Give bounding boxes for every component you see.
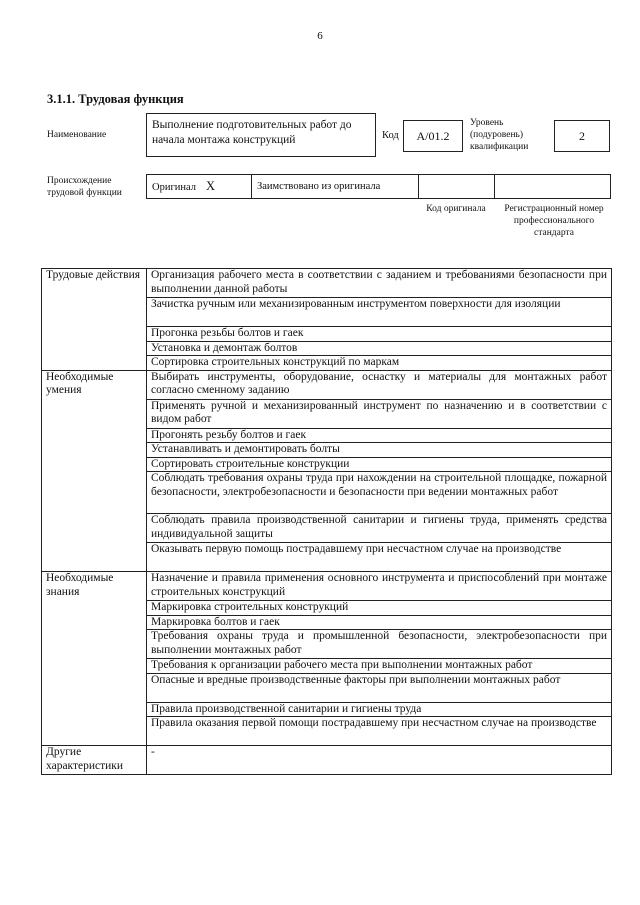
category-cell: Необходимые знания xyxy=(42,572,147,746)
item-cell: Организация рабочего места в соответствии с заданием и требованиями безопасности при выполнении данной работы xyxy=(147,269,612,298)
item-cell: Применять ручной и механизированный инструмент по назначению и в соответствии с видом работ xyxy=(147,399,612,428)
function-name-box xyxy=(146,113,376,157)
item-cell: Маркировка строительных конструкций xyxy=(147,601,612,616)
item-cell: Зачистка ручным или механизированным инструментом поверхности для изоляции xyxy=(147,298,612,327)
page-number: 6 xyxy=(317,30,323,42)
item-cell: Выбирать инструменты, оборудование, оснастку и материалы для монтажных работ согласно сменному заданию xyxy=(147,370,612,399)
origin-label: Происхождение трудовой функции xyxy=(47,176,122,198)
code-original-cell xyxy=(419,175,495,198)
category-cell: Необходимые умения xyxy=(42,370,147,572)
labor-function-table xyxy=(41,268,612,775)
code-box xyxy=(403,120,463,152)
borrowed-label: Заимствовано из оригинала xyxy=(257,181,381,192)
item-cell: Прогонять резьбу болтов и гаек xyxy=(147,428,612,443)
item-cell: Правила оказания первой помощи пострадавшему при несчастном случае на производстве xyxy=(147,717,612,746)
category-cell: Другие характеристики xyxy=(42,746,147,775)
level-label: Уровень (подуровень) квалификации xyxy=(470,118,529,152)
item-cell: Назначение и правила применения основного инструмента и приспособлений при монтаже строительных конструкций xyxy=(147,572,612,601)
code-original-caption: Код оригинала xyxy=(426,204,486,214)
item-cell: Сортировка строительных конструкций по маркам xyxy=(147,356,612,371)
item-cell: - xyxy=(147,746,612,775)
item-cell: Сортировать строительные конструкции xyxy=(147,457,612,472)
item-cell: Требования охраны труда и промышленной безопасности, электробезопасности при выполнении монтажных работ xyxy=(147,630,612,659)
item-cell: Соблюдать требования охраны труда при нахождении на строительной площадке, пожарной безопасности, электробезопасности и безопасности при ведении монтажных работ xyxy=(147,472,612,514)
item-cell: Соблюдать правила производственной санитарии и гигиены труда, применять средства индивидуальной защиты xyxy=(147,514,612,543)
item-cell: Маркировка болтов и гаек xyxy=(147,615,612,630)
level-box xyxy=(554,120,610,152)
table-row xyxy=(42,572,612,601)
origin-row xyxy=(146,174,611,199)
table-row xyxy=(42,370,612,399)
item-cell: Опасные и вредные производственные факторы при выполнении монтажных работ xyxy=(147,673,612,702)
reg-number-cell xyxy=(495,175,610,198)
code-value: А/01.2 xyxy=(416,129,450,143)
code-label: Код xyxy=(382,130,399,141)
original-mark: X xyxy=(206,179,216,193)
original-cell xyxy=(147,175,252,198)
level-value: 2 xyxy=(579,129,585,143)
table-row xyxy=(42,269,612,298)
original-label: Оригинал xyxy=(152,182,196,193)
section-title: 3.1.1. Трудовая функция xyxy=(47,92,184,106)
function-name-value: Выполнение подготовительных работ до начала монтажа конструкций xyxy=(152,119,352,146)
name-label: Наименование xyxy=(47,130,107,140)
item-cell: Прогонка резьбы болтов и гаек xyxy=(147,327,612,342)
category-cell: Трудовые действия xyxy=(42,269,147,371)
reg-number-caption: Регистрационный номер профессионального стандарта xyxy=(504,204,604,238)
item-cell: Оказывать первую помощь пострадавшему при несчастном случае на производстве xyxy=(147,543,612,572)
item-cell: Установка и демонтаж болтов xyxy=(147,341,612,356)
item-cell: Устанавливать и демонтировать болты xyxy=(147,443,612,458)
borrowed-cell xyxy=(252,175,419,198)
item-cell: Правила производственной санитарии и гигиены труда xyxy=(147,702,612,717)
table-row xyxy=(42,746,612,775)
item-cell: Требования к организации рабочего места при выполнении монтажных работ xyxy=(147,659,612,674)
